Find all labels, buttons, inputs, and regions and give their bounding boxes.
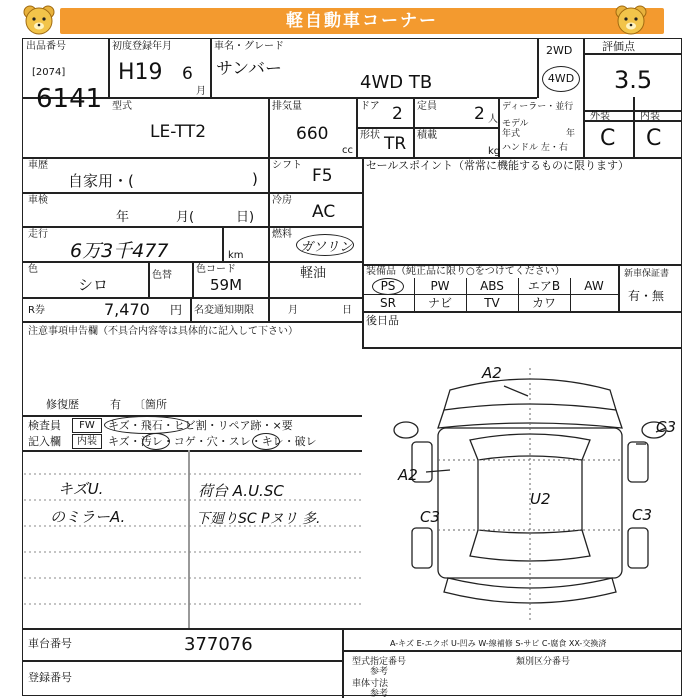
capacity-unit: 人 [488,114,498,125]
inspection-year: 年 [116,210,130,225]
drive-4wd-circled: 4WD [542,66,580,92]
year-unit: 年 [566,129,576,139]
fuel-gas-circle [296,234,354,256]
score-ext-label: 外装 [590,111,610,122]
shift-label: シフト [272,160,302,171]
color-code-label: 色コード [196,264,236,275]
equipment-label: 装備品（純正品に限り○をつけてください） [366,266,565,277]
first-reg-year: H19 [118,60,163,85]
stain-circle [142,433,170,450]
repair-value: 有 [110,398,121,411]
inspection-day: 日) [236,210,255,225]
fw-circle [104,416,190,434]
first-reg-month-unit: 月 [196,86,206,97]
reg-number-label: 登録番号 [28,671,72,684]
name-change-label: 名変通知期限 [194,305,254,316]
doors-value: 2 [392,104,403,124]
equipment-tv: TV [484,296,500,310]
handwritten-left-1: キズU. [58,480,104,498]
fw-tag: FW [72,418,102,433]
car-name: サンバー [216,59,282,79]
drive-2wd-label: 2WD [546,44,573,57]
recycle-label: R券 [28,305,45,316]
spec-ref: 参考 [370,667,389,677]
capacity-label: 定員 [417,101,437,112]
mark-left-c3: C3 [420,508,441,526]
damage-legend: A-キズ E-エクボ U-凹み W-線補修 S-サビ C-腐食 XX-交換済 [390,639,607,648]
shape-label: 形状 [360,130,380,141]
lot-label: 出品番号 [26,41,66,52]
fw-row: キズ・飛石・ヒビ割・リペア跡・×要 [108,419,293,432]
name-change-month: 月 [288,305,298,316]
score-int-label: 内装 [640,111,660,122]
new-warranty-label: 新車保証書 [624,269,670,279]
fuel-gas: ガソリン [300,240,353,255]
color-value: シロ [78,276,109,294]
repair-label: 修復歴 [46,398,79,411]
load-label: 積載 [417,130,437,141]
car-name-label: 車名・グレード [214,41,284,52]
rear-item-label: 後日品 [366,314,399,327]
displacement-label: 排気量 [272,101,302,112]
header-bar [0,0,700,40]
color-code: 59M [210,276,243,294]
history-close: ) [252,170,258,188]
fuel-label: 燃料 [272,229,292,240]
equipment-sr: SR [380,296,396,310]
mileage-value: 6万3千477 [70,240,169,262]
body-size-label: 車体寸法 [352,679,389,689]
sales-point-label: セールスポイント（常常に機能するものに限ります） [366,159,630,172]
equipment-aw: AW [584,279,604,293]
first-reg-label: 初度登録年月 [112,41,172,52]
recycle-value: 7,470 [104,300,150,319]
shift-value: F5 [312,166,333,186]
chassis-value: 377076 [184,634,253,655]
ac-value: AC [312,202,336,222]
equipment-grid [362,278,618,311]
header-title: 軽自動車コーナー [286,11,438,31]
shape-value: TR [384,134,407,154]
interior-tag: 内装 [72,434,102,449]
model-value: LE-TT2 [150,122,207,142]
displacement-value: 660 [296,124,329,144]
handle-label: ハンドル 左・右 [502,143,568,153]
equipment-pw: PW [430,279,450,293]
body-ref: 参考 [370,689,389,699]
new-warranty-value: 有・無 [628,289,665,303]
model-year-label: モデル [502,119,529,129]
handwritten-left-2: のミラーA. [50,508,126,526]
mark-top-a2: A2 [482,364,502,382]
inspector-label2: 記入欄 [28,435,61,448]
first-reg-month: 6 [182,64,193,84]
handwritten-right-2: 下廻りSC Pヌリ 多. [196,511,321,527]
mileage-label: 走行 [28,229,48,240]
doors-label: ドア [360,101,380,112]
mark-right-c3: C3 [632,506,653,524]
interior-row: キズ・汚レ・コゲ・穴・スレ・キレ・破レ [108,435,317,448]
mileage-unit: km [228,250,244,261]
equipment-abs: ABS [480,279,504,293]
ac-label: 冷房 [272,195,292,206]
dealer-label: ディーラー・並行 [502,102,574,112]
spec-number-label: 型式指定番号 [352,657,407,667]
fuel-diesel: 軽油 [300,266,327,281]
color-change-label: 色替 [152,270,172,281]
notes-label: 注意事項申告欄（不具合内容等は具体的に記入して下さい） [28,326,298,337]
bear-mascot-icon [22,4,56,36]
load-unit: kg [488,146,501,157]
handwritten-right-1: 荷台 A.U.SC [198,482,284,500]
color-label: 色 [28,264,38,275]
lot-sub: [2074] [32,67,66,78]
equipment-leather: カワ [531,296,556,310]
score-int: C [646,126,662,151]
year-label: 年式 [502,129,521,139]
score-label: 評価点 [602,40,635,53]
equipment-navi: ナビ [427,296,452,310]
name-change-day: 日 [342,305,352,316]
equipment-ps: PS [380,279,396,293]
chassis-label: 車台番号 [28,637,72,650]
mark-mirror-c3: C3 [656,418,677,436]
history-label: 車歴 [28,160,48,171]
capacity-value: 2 [474,104,485,124]
score-ext: C [600,126,616,151]
history-value: 自家用・( [68,172,134,190]
inspector-label: 検査員 [28,419,61,432]
mark-side-a2: A2 [398,466,418,484]
recycle-unit: 円 [170,303,183,317]
scuff-circle [252,433,280,450]
mark-center-u2: U2 [530,490,551,508]
class-number-label: 類別区分番号 [516,657,571,667]
inspection-label: 車検 [28,195,48,206]
ps-circle [372,278,404,295]
score-value: 3.5 [614,66,653,94]
equipment-airbag: エアB [527,279,561,293]
lot-number: 6141 [36,84,103,114]
inspection-month: 月( [176,210,195,225]
model-label: 型式 [112,101,132,112]
car-grade: 4WD TB [360,72,433,93]
repair-parts: 〔箇所 [134,398,167,411]
bear-mascot-icon [614,4,648,36]
displacement-unit: cc [342,145,353,156]
